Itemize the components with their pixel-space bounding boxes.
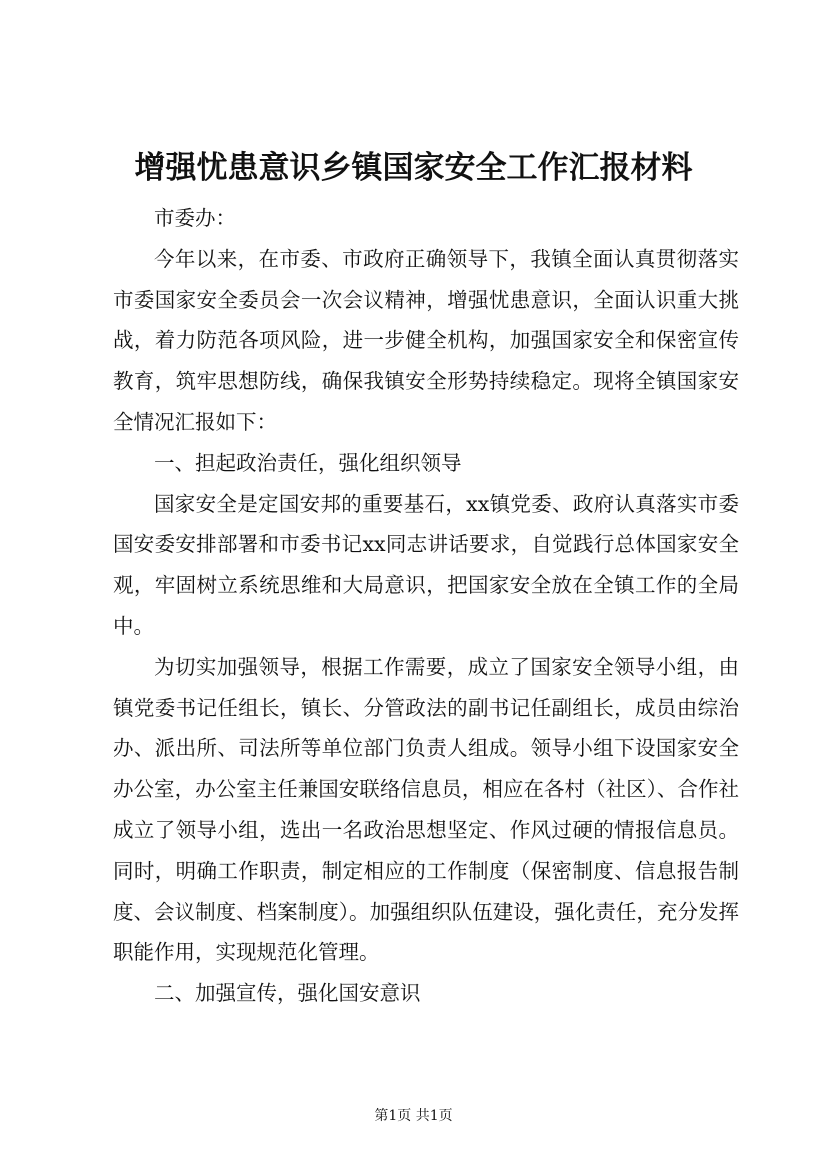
document-title: 增强忧患意识乡镇国家安全工作汇报材料 [134,150,693,186]
document-body [113,198,739,1014]
salutation: 市委办： [154,206,236,230]
page-footer: 第1页 共1页 [374,1108,453,1124]
paragraph-section-1b: 为切实加强领导，根据工作需要，成立了国家安全领导小组，由镇党委书记任组长，镇长、分管政法的副书记任副组长，成员由综治办、派出所、司法所等单位部门负责人组成。领导小组下设国家安全办公室，办公室主任兼国安联络信息员，相应在各村（社区）、合作社成立了领导小组，选出一名政治思想坚定、作风过硬的情报信息员。同时，明确工作职责，制定相应的工作制度（保密制度、信息报告制度、会议制度、档案制度）。加强组织队伍建设，强化责任，充分发挥职能作用，实现规范化管理。 [113,654,739,965]
section-heading-2: 二、加强宣传，强化国安意识 [154,981,421,1006]
section-heading-1: 一、担起政治责任，强化组织领导 [154,450,462,475]
paragraph-section-1a: 国家安全是定国安邦的重要基石，xx镇党委、政府认真落实市委国安委安排部署和市委书记xx同志讲话要求，自觉践行总体国家安全观，牢固树立系统思维和大局意识，把国家安全放在全镇工作的全局中。 [113,491,739,638]
paragraph-intro: 今年以来，在市委、市政府正确领导下，我镇全面认真贯彻落实市委国家安全委员会一次会议精神，增强忧患意识，全面认识重大挑战，着力防范各项风险，进一步健全机构，加强国家安全和保密宣传教育，筑牢思想防线，确保我镇安全形势持续稳定。现将全镇国家安全情况汇报如下： [113,246,739,434]
